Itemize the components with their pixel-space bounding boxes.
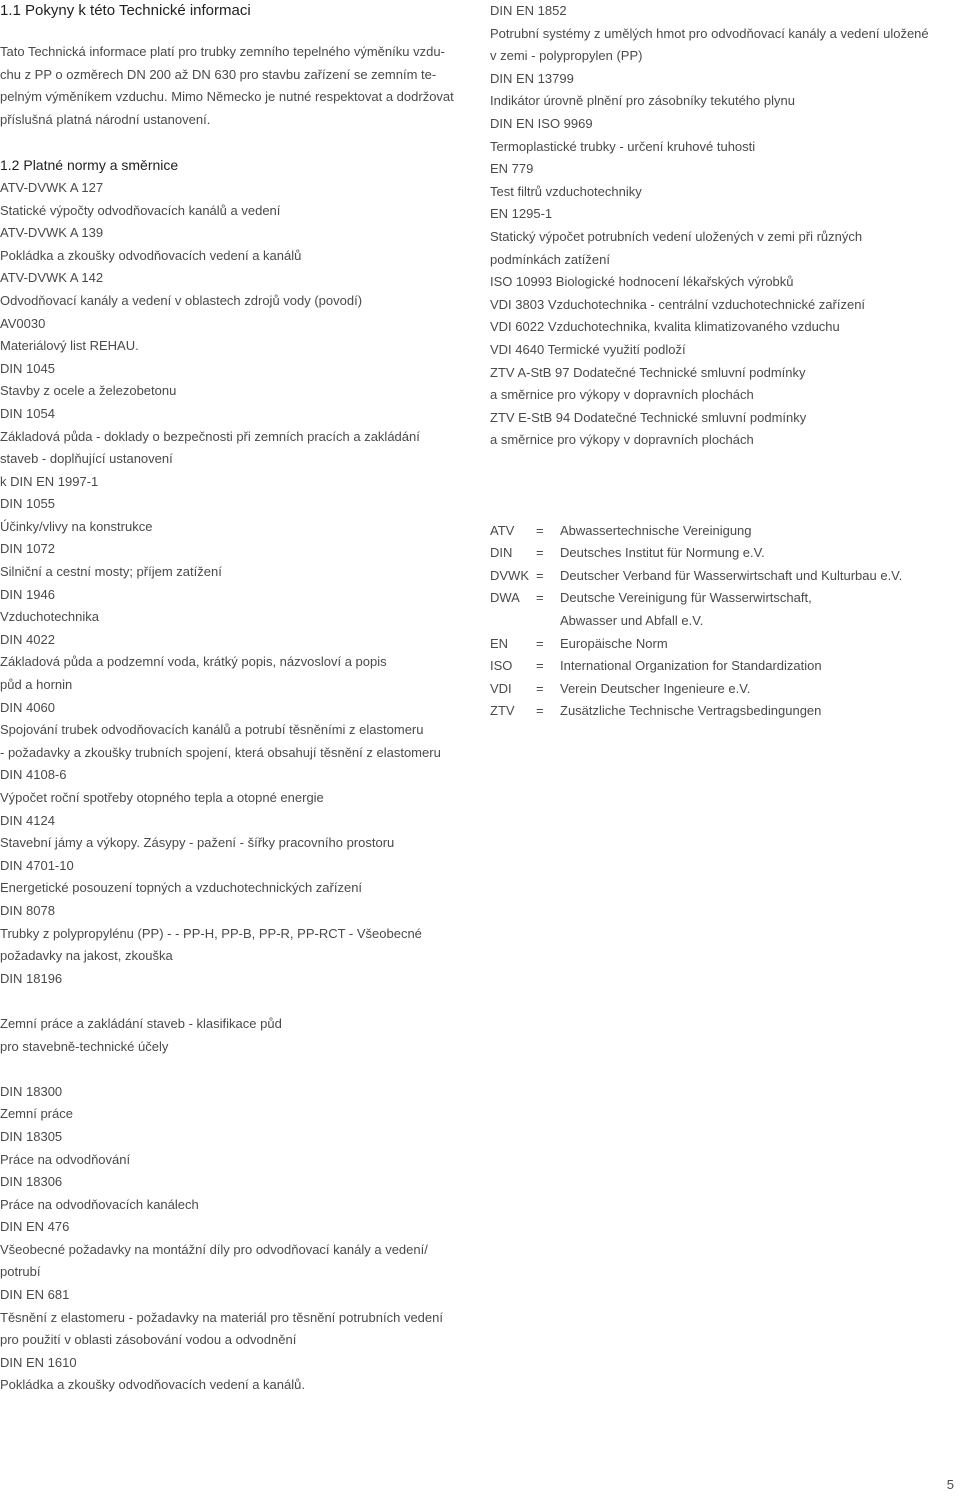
norm-line: Práce na odvodňování: [0, 1151, 131, 1167]
norm-line: pro stavebně-technické účely: [0, 1038, 169, 1054]
norm-line: potrubí: [0, 1264, 41, 1280]
norm-line: Materiálový list REHAU.: [0, 338, 139, 354]
norm-line: Silniční a cestní mosty; příjem zatížení: [0, 564, 222, 580]
abbreviation-key: ATV: [490, 522, 515, 538]
norm-line: DIN 1054: [0, 405, 55, 421]
abbreviation-equals: =: [536, 545, 544, 561]
abbreviation-value: Abwasser und Abfall e.V.: [560, 613, 704, 629]
abbreviation-key: ISO: [490, 658, 513, 674]
norm-line: Statické výpočty odvodňovacích kanálů a vedení: [0, 202, 281, 218]
abbreviation-value: Verein Deutscher Ingenieure e.V.: [560, 680, 751, 696]
intro-line: pelným výměníkem vzduchu. Mimo Německo je nutné respektovat a dodržovat: [0, 89, 454, 105]
intro-line: chu z PP o ozměrech DN 200 až DN 630 pro stavbu zařízení se zemním te-: [0, 66, 437, 82]
norms-list-right: [490, 0, 955, 452]
norm-line: Spojování trubek odvodňovacích kanálů a potrubí těsněními z elastomeru: [0, 722, 424, 738]
abbreviation-key: ZTV: [490, 703, 515, 719]
norm-line: půd a hornin: [0, 677, 73, 693]
norm-line: Pokládka a zkoušky odvodňovacích vedení a kanálů: [0, 247, 302, 263]
norm-line: ATV-DVWK A 127: [0, 179, 104, 195]
norm-line: EN 779: [490, 161, 534, 177]
norms-list-a: [0, 177, 470, 990]
norm-line: DIN EN 1852: [490, 3, 567, 18]
abbreviation-equals: =: [536, 703, 544, 719]
abbreviation-row: [490, 587, 955, 610]
norm-line: VDI 4640 Termické využití podloží: [490, 341, 686, 357]
left-column: [0, 0, 470, 1397]
abbreviation-value: Abwassertechnische Vereinigung: [560, 522, 752, 538]
norm-line: Těsnění z elastomeru - požadavky na materiál pro těsnění potrubních vedení: [0, 1309, 443, 1325]
norm-line: Všeobecné požadavky na montážní díly pro odvodňovací kanály a vedení/: [0, 1241, 428, 1257]
norm-line: Základová půda - doklady o bezpečnosti při zemních pracích a zakládání: [0, 428, 420, 444]
norm-line: Účinky/vlivy na konstrukce: [0, 518, 153, 534]
abbreviation-row: [490, 520, 955, 543]
section-title: 1.1 Pokyny k této Technické informaci: [0, 2, 251, 19]
norm-line: a směrnice pro výkopy v dopravních plochách: [490, 387, 754, 403]
norm-line: Odvodňovací kanály a vedení v oblastech zdrojů vody (povodí): [0, 292, 363, 308]
norm-line: Stavební jámy a výkopy. Zásypy - pažení - šířky pracovního prostoru: [0, 835, 395, 851]
norm-line: ZTV E-StB 94 Dodatečné Technické smluvní podmínky: [490, 409, 807, 425]
abbreviation-key: EN: [490, 635, 509, 651]
abbreviation-key: DVWK: [490, 567, 529, 583]
norm-line: DIN 1072: [0, 541, 55, 557]
abbreviation-row: [490, 655, 955, 678]
norm-line: DIN 18305: [0, 1128, 63, 1144]
norm-line: - požadavky a zkoušky trubních spojení, která obsahují těsnění z elastomeru: [0, 744, 441, 760]
norm-line: Pokládka a zkoušky odvodňovacích vedení a kanálů.: [0, 1377, 305, 1393]
norm-line: staveb - doplňující ustanovení: [0, 451, 173, 467]
intro-paragraph: [0, 41, 470, 131]
abbreviation-equals: [536, 610, 560, 633]
norm-line: a směrnice pro výkopy v dopravních plochách: [490, 432, 754, 448]
norms-list-c: [0, 1081, 470, 1397]
norm-line: DIN 4108-6: [0, 767, 67, 783]
norm-line: Potrubní systémy z umělých hmot pro odvodňovací kanály a vedení uložené: [490, 25, 929, 41]
norm-line: Zemní práce a zakládání staveb - klasifikace půd: [0, 1015, 282, 1031]
norm-line: DIN 4124: [0, 812, 55, 828]
abbreviation-row: [490, 633, 955, 656]
norm-line: Trubky z polypropylénu (PP) - - PP-H, PP-B, PP-R, PP-RCT - Všeobecné: [0, 925, 422, 941]
norm-line: DIN 1055: [0, 496, 55, 512]
norm-line: DIN EN 13799: [490, 70, 574, 86]
abbreviation-equals: =: [536, 658, 544, 674]
right-column: [490, 0, 955, 723]
abbreviation-value: Deutsches Institut für Normung e.V.: [560, 545, 765, 561]
norm-line: v zemi - polypropylen (PP): [490, 48, 643, 64]
norm-line: požadavky na jakost, zkouška: [0, 948, 173, 964]
norm-line: Termoplastické trubky - určení kruhové tuhosti: [490, 138, 756, 154]
norm-line: k DIN EN 1997-1: [0, 473, 99, 489]
norm-line: DIN 18196: [0, 970, 63, 986]
norm-line: ZTV A-StB 97 Dodatečné Technické smluvní podmínky: [490, 364, 806, 380]
norm-line: DIN 18300: [0, 1083, 63, 1099]
abbreviation-key: DIN: [490, 545, 513, 561]
abbreviation-equals: =: [536, 590, 544, 606]
norm-line: DIN 8078: [0, 902, 55, 918]
abbreviation-equals: =: [536, 522, 544, 538]
norm-line: DIN EN ISO 9969: [490, 115, 593, 131]
intro-line: Tato Technická informace platí pro trubky zemního tepelného výměníku vzdu-: [0, 44, 445, 59]
abbreviation-key: [490, 610, 536, 633]
norm-line: Test filtrů vzduchotechniky: [490, 183, 642, 199]
norm-line: DIN 1946: [0, 586, 55, 602]
norm-line: ATV-DVWK A 139: [0, 225, 104, 241]
abbreviation-row: [490, 678, 955, 701]
norm-line: DIN 4060: [0, 699, 55, 715]
norm-line: Vzduchotechnika: [0, 609, 100, 625]
abbreviation-value: Europäische Norm: [560, 635, 668, 651]
norm-line: ISO 10993 Biologické hodnocení lékařských výrobků: [490, 274, 794, 290]
abbreviation-key: VDI: [490, 680, 512, 696]
norm-line: Práce na odvodňovacích kanálech: [0, 1196, 199, 1212]
abbreviation-equals: =: [536, 635, 544, 651]
abbreviation-row: [490, 565, 955, 588]
norm-line: DIN EN 681: [0, 1287, 70, 1303]
norm-line: pro použití v oblasti zásobování vodou a odvodnění: [0, 1332, 297, 1348]
intro-line: příslušná platná národní ustanovení.: [0, 111, 211, 127]
norm-line: ATV-DVWK A 142: [0, 270, 104, 286]
abbreviation-row: [490, 610, 955, 633]
norm-line: DIN 1045: [0, 360, 55, 376]
abbreviation-equals: =: [536, 680, 544, 696]
abbreviation-row: [490, 700, 955, 723]
norm-line: Energetické posouzení topných a vzduchotechnických zařízení: [0, 880, 363, 896]
norm-line: VDI 3803 Vzduchotechnika - centrální vzduchotechnické zařízení: [490, 296, 866, 312]
norm-line: DIN EN 1610: [0, 1354, 77, 1370]
norm-line: AV0030: [0, 315, 46, 331]
norm-line: Výpočet roční spotřeby otopného tepla a otopné energie: [0, 790, 324, 805]
norm-line: DIN 4701-10: [0, 857, 74, 873]
norm-line: Indikátor úrovně plnění pro zásobníky tekutého plynu: [490, 93, 795, 109]
abbreviation-key: DWA: [490, 590, 520, 606]
norm-line: DIN 4022: [0, 631, 55, 647]
norms-subtitle: 1.2 Platné normy a směrnice: [0, 157, 179, 174]
abbreviation-value: Deutsche Vereinigung für Wasserwirtschaft,: [560, 590, 812, 606]
norm-line: Statický výpočet potrubních vedení uložených v zemi při různých: [490, 228, 863, 244]
norm-line: Stavby z ocele a železobetonu: [0, 383, 177, 399]
norm-line: podmínkách zatížení: [490, 251, 610, 267]
abbreviation-value: Deutscher Verband für Wasserwirtschaft und Kulturbau e.V.: [560, 567, 903, 583]
norm-line: DIN 18306: [0, 1174, 63, 1190]
norm-line: Zemní práce: [0, 1106, 73, 1122]
abbreviation-value: International Organization for Standardization: [560, 658, 822, 674]
norms-list-b: [0, 1013, 470, 1058]
abbreviation-equals: =: [536, 567, 544, 583]
norm-line: Základová půda a podzemní voda, krátký popis, názvosloví a popis: [0, 654, 387, 670]
norm-line: DIN EN 476: [0, 1219, 70, 1235]
norm-line: VDI 6022 Vzduchotechnika, kvalita klimatizovaného vzduchu: [490, 319, 840, 335]
abbreviations-list: [490, 520, 955, 723]
abbreviation-value: Zusätzliche Technische Vertragsbedingungen: [560, 703, 822, 719]
abbreviation-row: [490, 542, 955, 565]
norm-line: EN 1295-1: [490, 206, 553, 222]
page-number: 5: [946, 1477, 954, 1492]
